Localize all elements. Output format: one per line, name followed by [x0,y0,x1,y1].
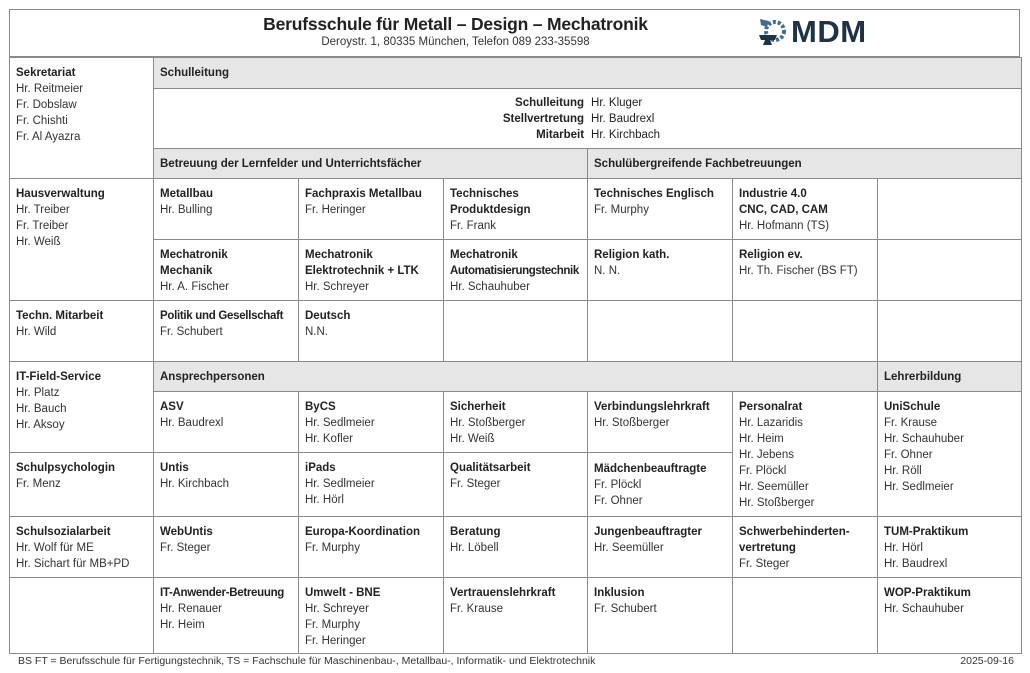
person: Hr. Kofler [305,433,353,445]
cell-sicherheit [444,392,588,453]
cell-title: Mechatronik [305,249,373,261]
person: Hr. Kluger [591,97,643,109]
cell-title: Verbindungslehrkraft [594,401,710,413]
person: Fr. Heringer [305,635,366,647]
cell-mechatronik-elektrotechnik [299,240,444,301]
cell-title: Beratung [450,526,501,538]
section-header-schulleitung: Schulleitung [154,58,1022,89]
cell-tum-praktikum [878,517,1022,578]
cell-qualitaetsarbeit [444,453,588,517]
person: Fr. Steger [739,558,790,570]
section-header-ansprechpersonen: Ansprechpersonen [154,362,878,392]
cell-title: Techn. Mitarbeit [16,310,104,322]
person: Fr. Murphy [305,542,360,554]
cell-title: WOP-Praktikum [884,587,971,599]
cell-personalrat [733,392,878,517]
cell-title: IT-Field-Service [16,371,102,383]
cell-technisches-produktdesign [444,179,588,240]
person: Fr. Chishti [16,115,68,127]
person: Fr. Plöckl [594,479,642,491]
cell-beratung [444,517,588,578]
person: Hr. Reitmeier [16,83,84,95]
person: Hr. Baudrexl [884,558,948,570]
cell-schwerbehindertenvertretung [733,517,878,578]
cell-it-field-service [10,362,154,453]
cell-hausverwaltung [10,179,154,301]
cell-fachpraxis-metallbau [299,179,444,240]
cell-techn-mitarbeit [10,301,154,362]
schulleitung-list [160,95,1015,143]
cell-title: ASV [160,401,184,413]
cell-title: IT-Anwender-Betreuung [160,587,285,599]
person: Fr. Ohner [884,449,933,461]
person: Hr. Kirchbach [591,129,661,141]
cell-umwelt-bne [299,578,444,654]
cell-empty [10,578,154,654]
person: Hr. Lazaridis [739,417,803,429]
cell-bycs [299,392,444,453]
cell-title: Technisches [450,188,519,200]
person: Hr. Wolf für ME [16,542,94,554]
person: Hr. Hörl [305,494,344,506]
person: Hr. A. Fischer [160,281,230,293]
cell-title: Mädchenbeauftragte [594,463,707,475]
person: Hr. Sedlmeier [305,417,375,429]
cell-title: Inklusion [594,587,645,599]
cell-inklusion [588,578,733,654]
cell-title: Personalrat [739,401,803,413]
person: Hr. Seemüller [594,542,664,554]
cell-verbindungslehrkraft [588,392,733,453]
cell-europa-koordination [299,517,444,578]
person: Hr. Platz [16,387,60,399]
footer-date: 2025-09-16 [960,655,1014,667]
person: Hr. Heim [739,433,784,445]
person: Fr. Schubert [160,326,223,338]
cell-schulpsychologin [10,453,154,517]
cell-title: Religion kath. [594,249,670,261]
cell-empty [588,301,733,362]
cell-title: Schulpsychologin [16,462,116,474]
cell-empty [733,301,878,362]
cell-title: Europa-Koordination [305,526,420,538]
cell-title: Religion ev. [739,249,803,261]
person: Hr. Bulling [160,204,213,216]
cell-title: iPads [305,462,336,474]
cell-religion-ev [733,240,878,301]
person: Hr. Heim [160,619,205,631]
person: Hr. Schauhuber [884,603,964,615]
logo-text: MDM [791,14,867,49]
cell-mechatronik-mechanik [154,240,299,301]
cell-empty [444,301,588,362]
cell-religion-kath [588,240,733,301]
person: Fr. Treiber [16,220,69,232]
person: Hr. Jebens [739,449,794,461]
person: Fr. Steger [160,542,211,554]
person: Hr. Seemüller [739,481,809,493]
person: Hr. Stoßberger [450,417,526,429]
person: Hr. Aksoy [16,419,65,431]
org-chart-table [9,57,1022,654]
cell-title: UniSchule [884,401,941,413]
cell-politik-gesellschaft [154,301,299,362]
person: Hr. Sedlmeier [305,478,375,490]
person: N.N. [305,326,328,338]
cell-title: Produktdesign [450,204,531,216]
cell-title: Qualitätsarbeit [450,462,531,474]
person: Hr. Hofmann (TS) [739,220,830,232]
page-title: Berufsschule für Metall – Design – Mechatronik [263,14,648,34]
person: Hr. Bauch [16,403,67,415]
cell-title: Vertrauenslehrkraft [450,587,556,599]
person: Hr. Schauhuber [450,281,530,293]
person: Fr. Al Ayazra [16,131,81,143]
section-header-fachbetreuungen: Schulübergreifende Fachbetreuungen [588,149,1022,179]
person: Fr. Schubert [594,603,657,615]
person: Fr. Murphy [305,619,360,631]
cell-title: Fachpraxis Metallbau [305,188,422,200]
cell-untis [154,453,299,517]
cell-title: ByCS [305,401,336,413]
cell-title: Sicherheit [450,401,506,413]
role-label: Mitarbeit [536,129,585,141]
person: Hr. Weiß [450,433,495,445]
school-logo [755,13,867,51]
cell-title: Elektrotechnik + LTK [305,265,419,277]
cell-title: Deutsch [305,310,351,322]
person: Hr. Schreyer [305,603,369,615]
cell-title: vertretung [739,542,796,554]
person: Fr. Heringer [305,204,366,216]
cell-title: Hausverwaltung [16,188,105,200]
cell-title: Politik und Gesellschaft [160,310,284,322]
person: Hr. Renauer [160,603,223,615]
person: N. N. [594,265,621,277]
person: Fr. Frank [450,220,497,232]
cell-mechatronik-automatisierungstechnik [444,240,588,301]
cell-title: Sekretariat [16,67,76,79]
school-address: Deroystr. 1, 80335 München, Telefon 089 233-35598 [321,36,590,48]
cell-title: Untis [160,462,189,474]
cell-empty [878,240,1022,301]
person: Hr. Baudrexl [591,113,655,125]
cell-title: WebUntis [160,526,213,538]
cell-title: Automatisierungstechnik [450,265,579,277]
cell-schulsozialarbeit [10,517,154,578]
cell-asv [154,392,299,453]
person: Hr. Schreyer [305,281,369,293]
person: Hr. Stoßberger [594,417,670,429]
person: Hr. Schauhuber [884,433,964,445]
person: Hr. Baudrexl [160,417,224,429]
page-header [9,9,1020,57]
person: Hr. Weiß [16,236,61,248]
cell-empty [878,301,1022,362]
gear-anvil-icon [755,15,789,49]
person: Hr. Sedlmeier [884,481,954,493]
cell-webuntis [154,517,299,578]
cell-title: Umwelt - BNE [305,587,381,599]
role-label: Schulleitung [515,97,585,109]
person: Hr. Löbell [450,542,499,554]
cell-maedchenbeauftragte [588,453,733,517]
person: Fr. Krause [450,603,504,615]
person: Fr. Menz [16,478,61,490]
cell-title: Mechatronik [160,249,228,261]
cell-title: Mechanik [160,265,213,277]
cell-wop-praktikum [878,578,1022,654]
cell-sekretariat [10,58,154,179]
cell-title: TUM-Praktikum [884,526,969,538]
person: Hr. Kirchbach [160,478,230,490]
role-label: Stellvertretung [502,113,585,125]
person: Fr. Plöckl [739,465,787,477]
cell-title: Schulsozialarbeit [16,526,111,538]
person: Hr. Stoßberger [739,497,815,509]
person: Hr. Th. Fischer (BS FT) [739,265,858,277]
person: Fr. Steger [450,478,501,490]
cell-industrie-4-0 [733,179,878,240]
cell-metallbau [154,179,299,240]
cell-jungenbeauftragter [588,517,733,578]
cell-title: Industrie 4.0 [739,188,807,200]
person: Hr. Hörl [884,542,923,554]
cell-title: Metallbau [160,188,214,200]
person: Fr. Murphy [594,204,649,216]
cell-vertrauenslehrkraft [444,578,588,654]
cell-title: Mechatronik [450,249,518,261]
footer-abbreviations: BS FT = Berufsschule für Fertigungstechnik, TS = Fachschule für Maschinenbau-, Metallbau-, Informatik- und Elektrotechnik [18,655,596,667]
cell-ipads [299,453,444,517]
cell-empty [733,578,878,654]
person: Hr. Wild [16,326,57,338]
cell-title: Jungenbeauftragter [594,526,702,538]
person: Hr. Treiber [16,204,70,216]
cell-title: CNC, CAD, CAM [739,204,828,216]
cell-it-anwender-betreuung [154,578,299,654]
cell-title: Technisches Englisch [594,188,714,200]
cell-empty [878,179,1022,240]
cell-schulleitung [154,89,1022,149]
cell-technisches-englisch [588,179,733,240]
cell-unischule [878,392,1022,517]
person: Hr. Röll [884,465,922,477]
person: Fr. Krause [884,417,938,429]
cell-title: Schwerbehinderten- [739,526,850,538]
section-header-betreuung: Betreuung der Lernfelder und Unterrichtsfächer [154,149,588,179]
person: Hr. Sichart für MB+PD [16,558,130,570]
person: Fr. Ohner [594,495,643,507]
section-header-lehrerbildung: Lehrerbildung [878,362,1022,392]
person: Fr. Dobslaw [16,99,77,111]
cell-deutsch [299,301,444,362]
